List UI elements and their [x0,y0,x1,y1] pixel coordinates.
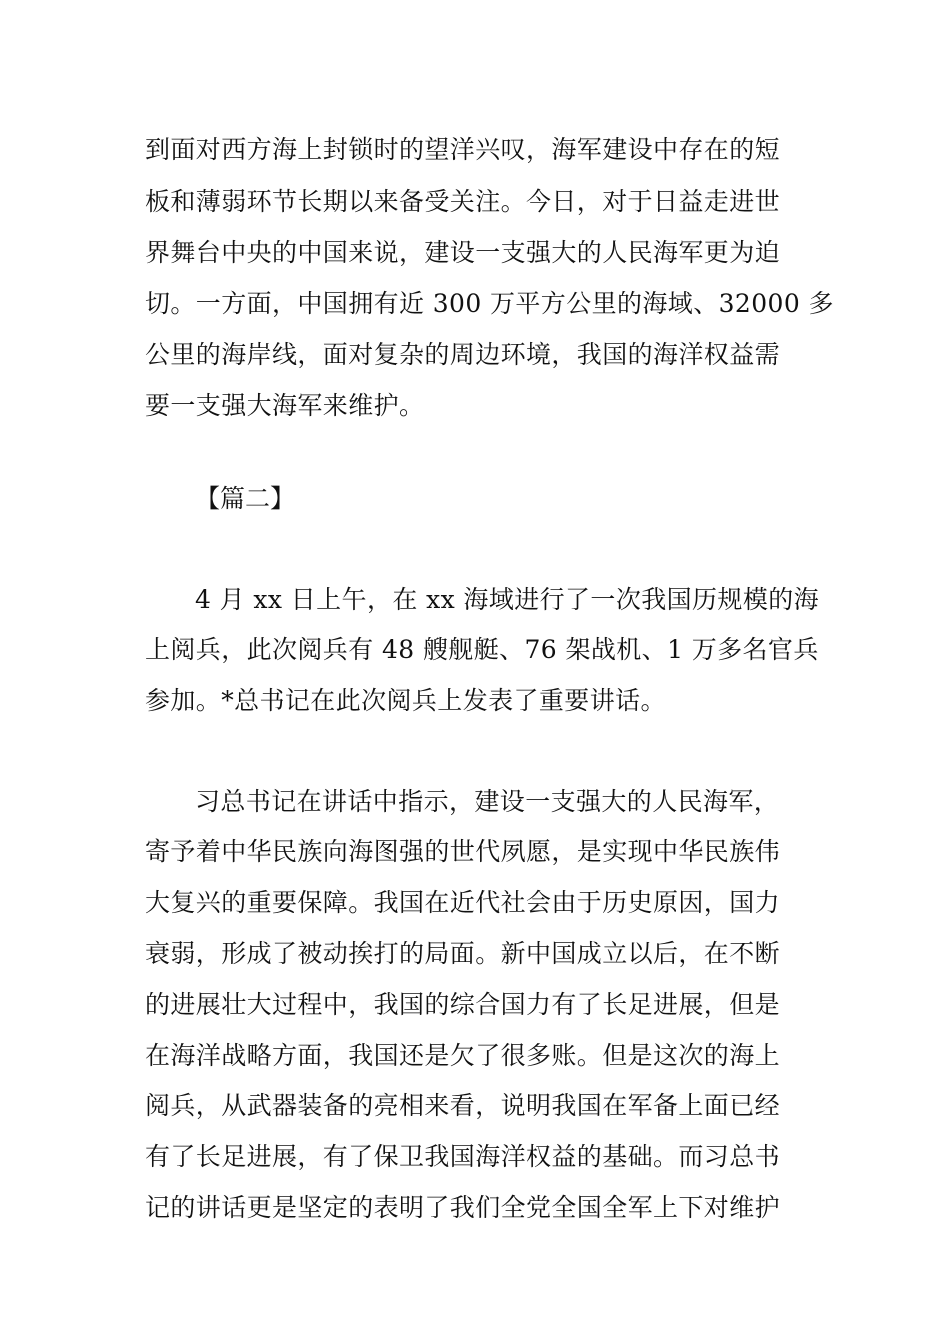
paragraph-line: 记的讲话更是坚定的表明了我们全党全国全军上下对维护 [145,1193,781,1222]
paragraph-line: 的进展壮大过程中，我国的综合国力有了长足进展，但是 [145,990,781,1019]
paragraph-line: 参加。*总书记在此次阅兵上发表了重要讲话。 [145,686,666,715]
paragraph-line: 到面对西方海上封锁时的望洋兴叹，海军建设中存在的短 [145,135,781,164]
paragraph-line: 大复兴的重要保障。我国在近代社会由于历史原因，国力 [145,888,781,917]
section-heading: 【篇二】 [195,484,296,513]
paragraph-line: 衰弱，形成了被动挨打的局面。新中国成立以后，在不断 [145,939,781,968]
paragraph-line: 在海洋战略方面，我国还是欠了很多账。但是这次的海上 [145,1041,781,1070]
paragraph-line: 要一支强大海军来维护。 [145,391,425,420]
paragraph-line: 界舞台中央的中国来说，建设一支强大的人民海军更为迫 [145,238,781,267]
paragraph-line: 板和薄弱环节长期以来备受关注。今日，对于日益走进世 [145,187,781,216]
paragraph-line: 4 月 xx 日上午，在 xx 海域进行了一次我国历规模的海 [195,585,820,614]
paragraph-line: 有了长足进展，有了保卫我国海洋权益的基础。而习总书 [145,1142,781,1171]
paragraph-line: 寄予着中华民族向海图强的世代夙愿，是实现中华民族伟 [145,837,781,866]
paragraph-line: 上阅兵，此次阅兵有 48 艘舰艇、76 架战机、1 万多名官兵 [145,635,819,664]
paragraph-line: 切。一方面，中国拥有近 300 万平方公里的海域、32000 多 [145,289,834,318]
paragraph-line: 阅兵，从武器装备的亮相来看，说明我国在军备上面已经 [145,1091,781,1120]
paragraph-line: 习总书记在讲话中指示，建设一支强大的人民海军， [195,787,780,816]
paragraph-line: 公里的海岸线，面对复杂的周边环境，我国的海洋权益需 [145,340,781,369]
